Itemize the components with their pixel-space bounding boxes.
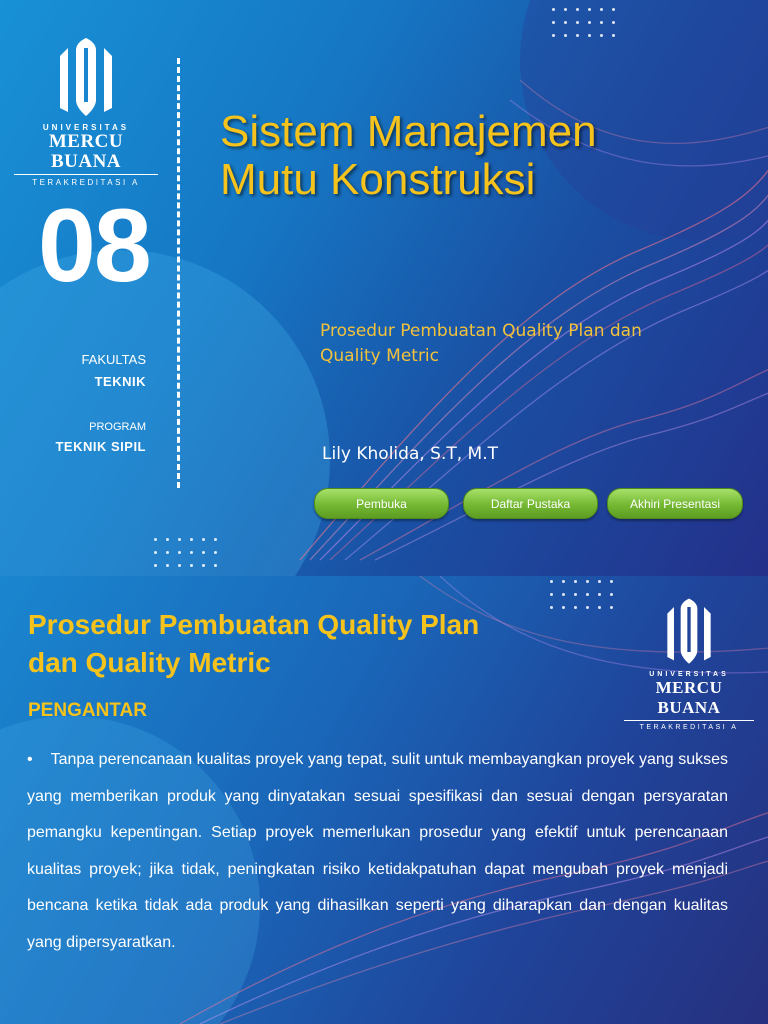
program-label: PROGRAM <box>89 421 146 433</box>
logo-accreditation: TERAKREDITASI A <box>639 724 739 731</box>
pembuka-button[interactable]: Pembuka <box>314 488 449 519</box>
body-text: Tanpa perencanaan kualitas proyek yang tepat, sulit untuk membayangkan proyek yang sukses yang memberikan produk yang dinyatakan sesuai spesifikasi dan sesuai dengan persyaratan pemangku kepentingan. Setiap proyek memerlukan prosedur yang efektif untuk perencanaan kualitas proyek; jika tidak, peningkatan risiko ketidakpatuhan dapat mengubah proyek menjadi bencana ketika tidak ada produk yang dihasilkan seperti yang diharapkan dan dengan kualitas yang dipersyaratkan. <box>27 751 729 951</box>
content-slide <box>0 576 768 1024</box>
wave-line <box>375 385 768 560</box>
course-title-line1: Sistem Manajemen <box>220 107 597 156</box>
dot-grid <box>550 580 613 609</box>
module-number: 08 <box>38 188 150 304</box>
dot-grid <box>552 8 615 37</box>
logo-name: MERCU BUANA <box>624 678 754 721</box>
course-title-line2: Mutu Konstruksi <box>220 155 536 204</box>
module-subtitle-line1: Prosedur Pembuatan Quality Plan dan <box>320 321 642 341</box>
module-subtitle <box>320 319 720 369</box>
course-title <box>220 108 597 204</box>
university-logo <box>624 598 754 731</box>
daftar-pustaka-button[interactable]: Daftar Pustaka <box>463 488 598 519</box>
content-heading-line1: Prosedur Pembuatan Quality Plan <box>28 609 480 640</box>
author-name: Lily Kholida, S.T, M.T <box>322 444 499 464</box>
faculty-label: FAKULTAS <box>81 352 146 367</box>
logo-universitas: UNIVERSITAS <box>42 123 130 132</box>
dashed-divider <box>177 58 180 488</box>
body-paragraph <box>27 742 728 961</box>
dot-grid <box>154 538 217 567</box>
module-subtitle-line2: Quality Metric <box>320 346 439 366</box>
logo-name: MERCU BUANA <box>14 132 158 175</box>
bullet-marker: • <box>27 751 33 768</box>
university-logo <box>14 38 158 187</box>
faculty-value: TEKNIK <box>94 374 146 389</box>
akhiri-presentasi-button[interactable]: Akhiri Presentasi <box>607 488 743 519</box>
logo-universitas: UNIVERSITAS <box>649 671 729 678</box>
content-heading-line2: dan Quality Metric <box>28 647 271 678</box>
program-value: TEKNIK SIPIL <box>55 439 146 454</box>
section-title: PENGANTAR <box>28 700 147 721</box>
logo-accreditation: TERAKREDITASI A <box>32 178 140 187</box>
content-heading <box>28 606 479 682</box>
university-logo-icon <box>56 38 116 118</box>
university-logo-icon <box>664 598 714 666</box>
